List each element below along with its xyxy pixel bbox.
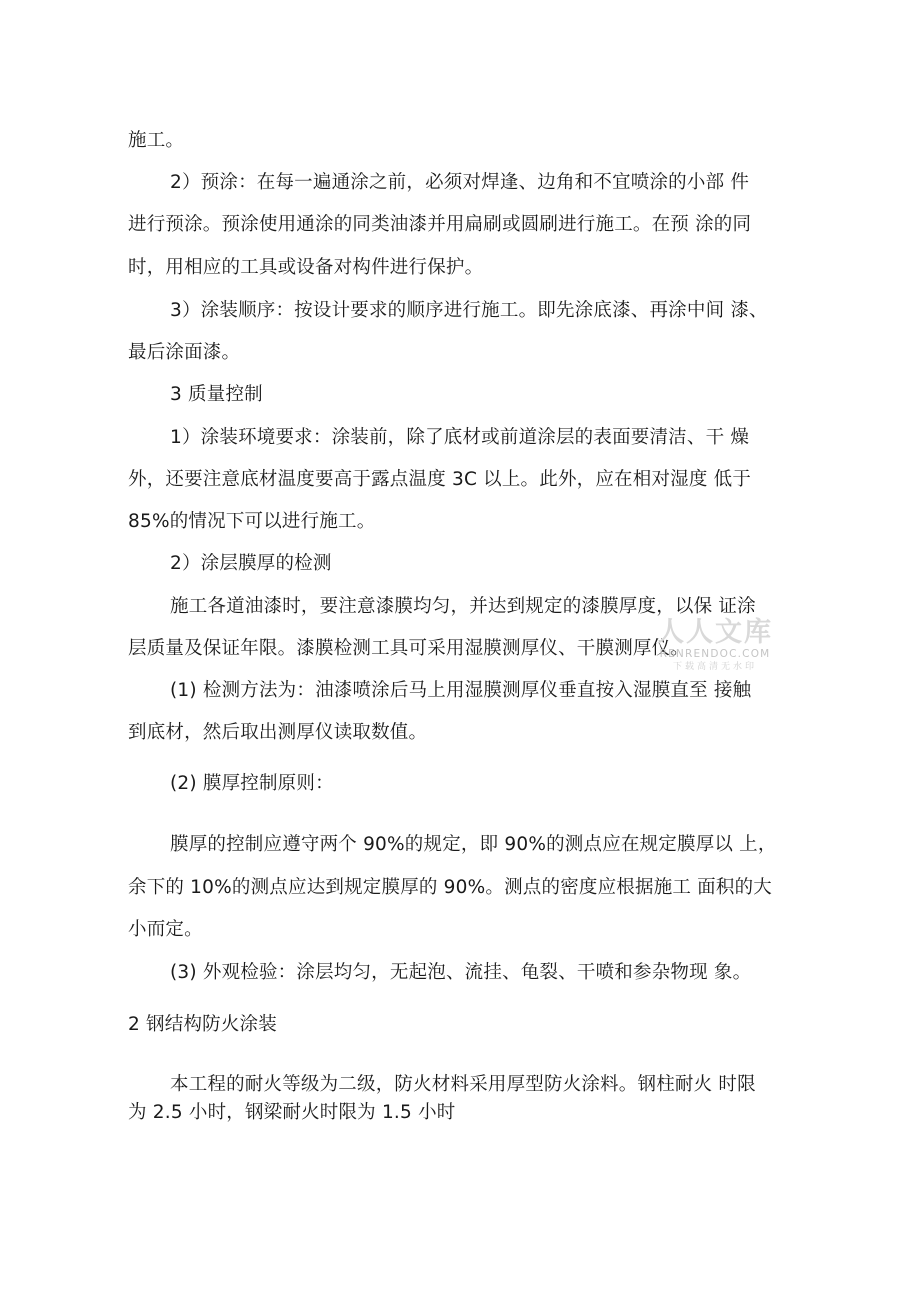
section-heading: 2 钢结构防火涂装: [128, 1014, 277, 1035]
text-line: 2）预涂：在每一遍通涂之前，必须对焊逢、边角和不宜喷涂的小部 件: [170, 172, 750, 193]
text-line: (1) 检测方法为：油漆喷涂后马上用湿膜测厚仪垂直按入湿膜直至 接触: [170, 680, 752, 701]
text-line: 余下的 10%的测点应达到规定膜厚的 90%。测点的密度应根据施工 面积的大: [128, 877, 772, 898]
text-line: 层质量及保证年限。漆膜检测工具可采用湿膜测厚仪、干膜测厚仪。: [128, 638, 690, 659]
text-line: 施工各道油漆时，要注意漆膜均匀，并达到规定的漆膜厚度，以保 证涂: [170, 596, 756, 617]
text-line: 本工程的耐火等级为二级，防火材料采用厚型防火涂料。钢柱耐火 时限: [170, 1074, 756, 1095]
text-line: 为 2.5 小时，钢梁耐火时限为 1.5 小时: [128, 1102, 456, 1123]
text-line: 3）涂装顺序：按设计要求的顺序进行施工。即先涂底漆、再涂中间 漆、: [170, 300, 768, 321]
text-line: (2) 膜厚控制原则：: [170, 773, 334, 794]
text-line: (3) 外观检验：涂层均匀，无起泡、流挂、龟裂、干喷和参杂物现 象。: [170, 962, 752, 983]
section-heading: 3 质量控制: [170, 384, 263, 405]
text-line: 膜厚的控制应遵守两个 90%的规定，即 90%的测点应在规定膜厚以 上，: [170, 834, 777, 855]
text-line: 2）涂层膜厚的检测: [170, 553, 332, 574]
text-line: 小而定。: [128, 919, 203, 940]
text-line: 施工。: [128, 130, 185, 151]
text-line: 到底材，然后取出测厚仪读取数值。: [128, 722, 428, 743]
text-line: 外，还要注意底材温度要高于露点温度 3C 以上。此外，应在相对湿度 低于: [128, 469, 752, 490]
text-line: 时，用相应的工具或设备对构件进行保护。: [128, 257, 484, 278]
text-line: 85%的情况下可以进行施工。: [128, 511, 376, 532]
watermark-tagline: 下载高清无水印: [672, 662, 757, 672]
watermark: [650, 618, 780, 673]
text-line: 进行预涂。预涂使用通涂的同类油漆并用扁刷或圆刷进行施工。在预 涂的同: [128, 214, 752, 235]
text-line: 1）涂装环境要求：涂装前，除了底材或前道涂层的表面要清洁、干 燥: [170, 427, 750, 448]
text-line: 最后涂面漆。: [128, 342, 241, 363]
watermark-domain: RENRENDOC.COM: [659, 648, 771, 660]
watermark-title: 人人文库: [657, 617, 773, 648]
